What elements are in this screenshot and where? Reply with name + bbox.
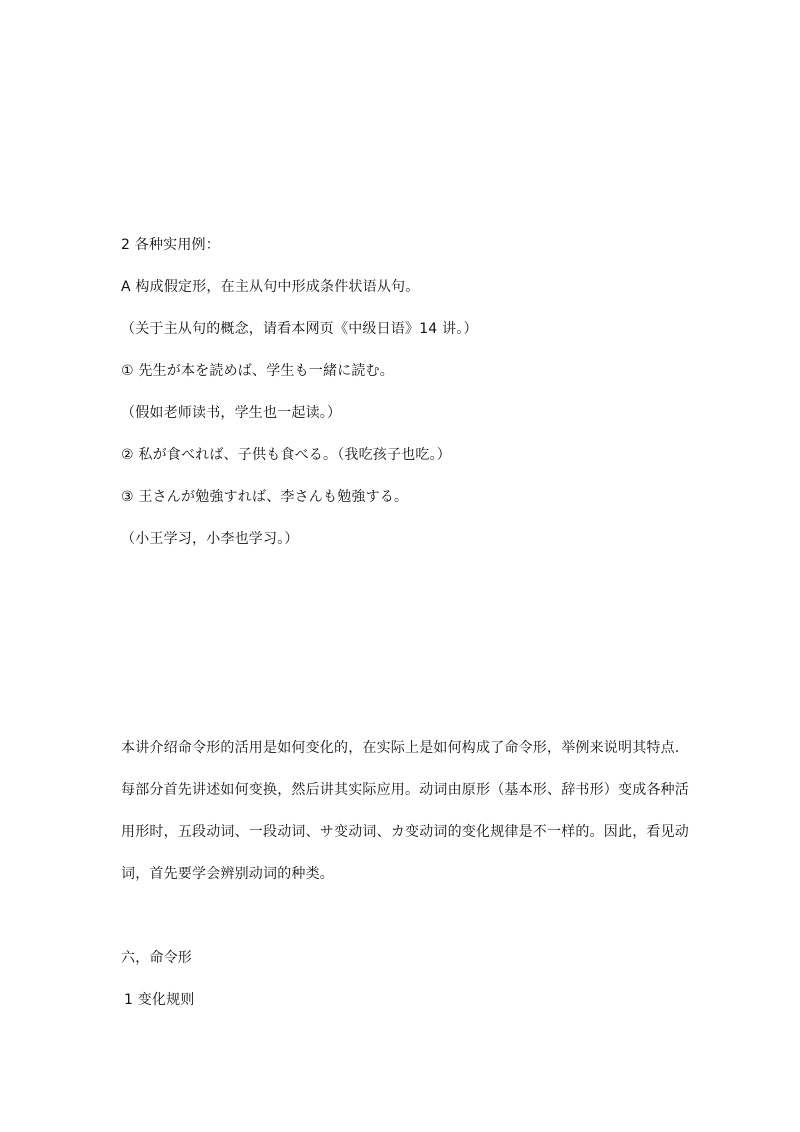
intro-paragraph-line: 用形时，五段动词、一段动词、サ变动词、カ变动词的变化规律是不一样的。因此，看见动 bbox=[121, 824, 689, 840]
section-heading-usage-examples: 2 各种实用例： bbox=[121, 237, 220, 253]
example-sentence: ② 私が食べれば、子供も食べる。（我吃孩子也吃。） bbox=[121, 447, 451, 463]
example-sentence: ① 先生が本を読めば、学生も一緒に読む。 bbox=[121, 363, 394, 379]
paragraph-line: A 构成假定形，在主从句中形成条件状语从句。 bbox=[121, 279, 420, 295]
section-heading-imperative-form: 六，命令形 bbox=[121, 950, 192, 966]
example-translation: （假如老师读书，学生也一起读。） bbox=[121, 405, 342, 421]
example-sentence: ③ 王さんが勉強すれば、李さんも勉強する。 bbox=[121, 489, 409, 505]
intro-paragraph-line: 每部分首先讲述如何变换，然后讲其实际应用。动词由原形（基本形、辞书形）变成各种活 bbox=[121, 782, 689, 798]
intro-paragraph-line: 词，首先要学会辨别动词的种类。 bbox=[121, 866, 334, 882]
subsection-heading-change-rules: 1 变化规则 bbox=[124, 992, 195, 1008]
intro-paragraph-line: 本讲介绍命令形的活用是如何变化的，在实际上是如何构成了命令形，举例来说明其特点. bbox=[121, 740, 680, 756]
paragraph-line: （关于主从句的概念，请看本网页《中级日语》14 讲。） bbox=[121, 321, 478, 337]
example-translation: （小王学习，小李也学习。） bbox=[121, 531, 299, 547]
